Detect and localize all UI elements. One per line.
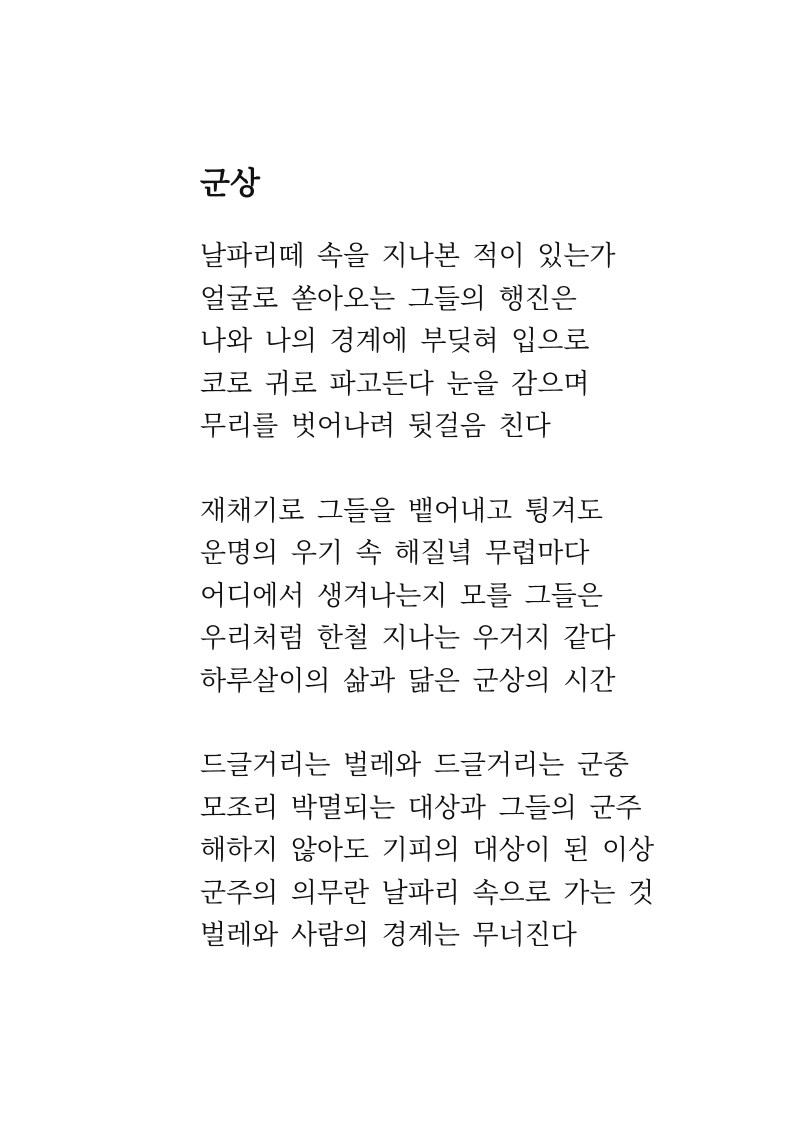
poem-title: 군상 <box>200 165 260 202</box>
stanza-3 <box>200 745 660 958</box>
poem-line: 하루살이의 삶과 닮은 군상의 시간 <box>200 665 616 697</box>
poem-line: 재채기로 그들을 뱉어내고 튕겨도 <box>200 495 603 527</box>
poem-line: 어디에서 생겨나는지 모를 그들은 <box>200 580 603 612</box>
stanza-2 <box>200 491 660 704</box>
poem-line: 우리처럼 한철 지나는 우거지 같다 <box>200 623 616 654</box>
poem-line: 벌레와 사람의 경계는 무너진다 <box>200 920 577 951</box>
poem-line: 군주의 의무란 날파리 속으로 가는 것 <box>200 877 655 909</box>
poem-line: 코로 귀로 파고든다 눈을 감으며 <box>200 368 590 400</box>
poem-line: 나와 나의 경계에 부딪혀 입으로 <box>200 326 590 357</box>
poem-line: 해하지 않아도 기피의 대상이 된 이상 <box>200 835 655 866</box>
poem-line: 운명의 우기 속 해질녘 무렵마다 <box>200 538 590 569</box>
poem-line: 모조리 박멸되는 대상과 그들의 군주 <box>200 792 642 824</box>
poem-line: 얼굴로 쏟아오는 그들의 행진은 <box>200 283 577 315</box>
poem-line: 날파리떼 속을 지나본 적이 있는가 <box>200 241 616 272</box>
poem-body <box>200 236 660 1000</box>
poem-line: 무리를 벗어나려 뒷걸음 친다 <box>200 411 551 442</box>
stanza-1 <box>200 236 660 449</box>
poem-line: 드글거리는 벌레와 드글거리는 군중 <box>200 750 629 781</box>
